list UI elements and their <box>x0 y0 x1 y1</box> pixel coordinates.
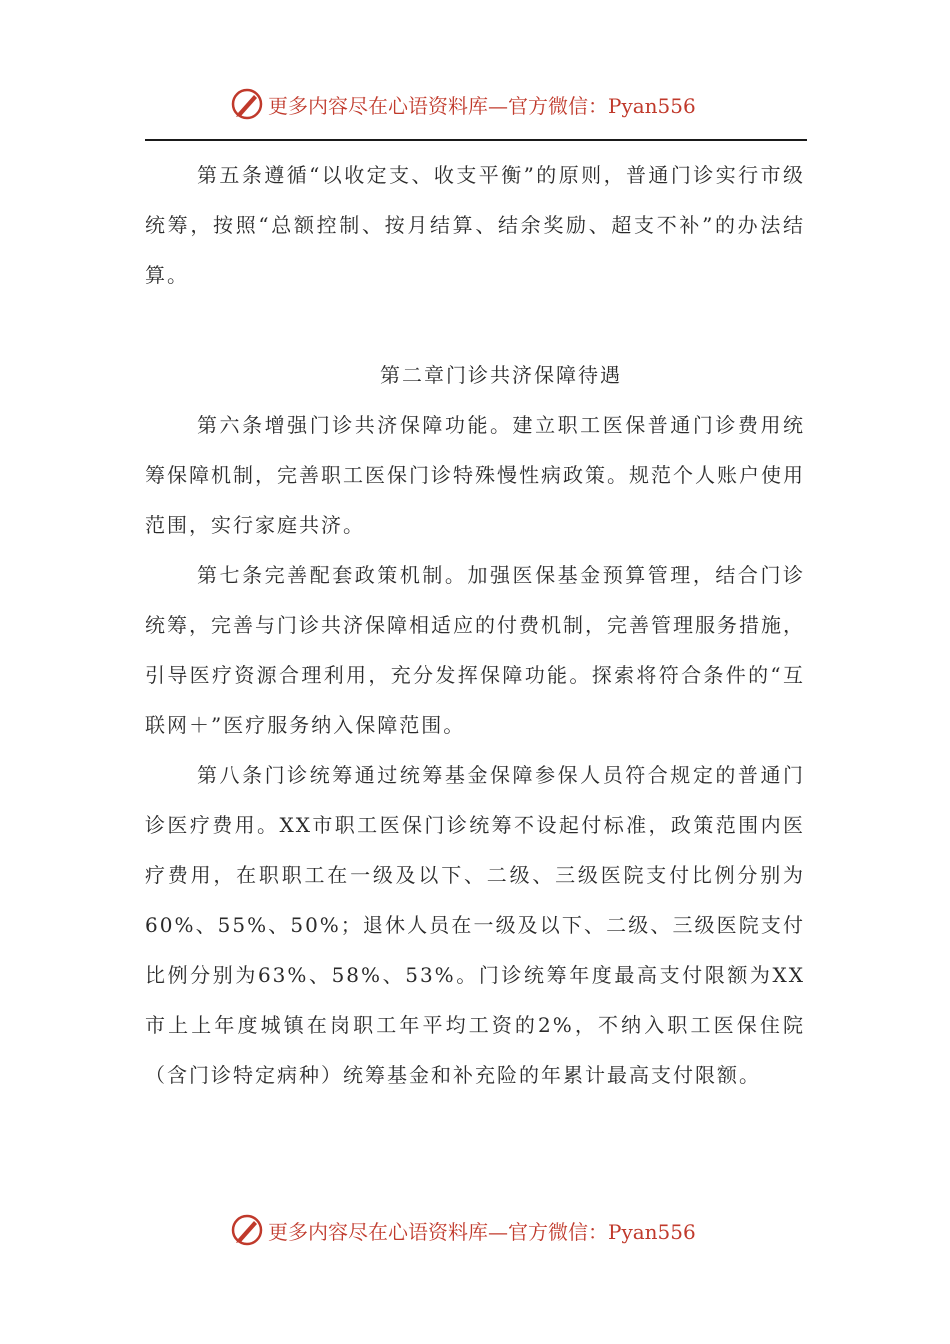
document-body <box>145 150 805 1100</box>
banner-text: 更多内容尽在心语资料库—官方微信：Pyan556 <box>268 1219 696 1244</box>
pen-logo-icon <box>230 1213 264 1247</box>
header-banner <box>230 84 696 124</box>
article-8: 第八条门诊统筹通过统筹基金保障参保人员符合规定的普通门诊医疗费用。XX市职工医保门诊统筹不设起付标准，政策范围内医疗费用，在职职工在一级及以下、二级、三级医院支付比例分别为60%、55%、50%；退休人员在一级及以下、二级、三级医院支付比例分别为63%、58%、53%。门诊统筹年度最高支付限额为XX市上上年度城镇在岗职工年平均工资的2%，不纳入职工医保住院（含门诊特定病种）统筹基金和补充险的年累计最高支付限额。 <box>145 763 805 1087</box>
header-divider <box>145 139 807 141</box>
blank-line <box>145 300 805 350</box>
article-5: 第五条遵循“以收定支、收支平衡”的原则，普通门诊实行市级统筹，按照“总额控制、按月结算、结余奖励、超支不补”的办法结算。 <box>145 163 805 287</box>
article-6: 第六条增强门诊共济保障功能。建立职工医保普通门诊费用统筹保障机制，完善职工医保门诊特殊慢性病政策。规范个人账户使用范围，实行家庭共济。 <box>145 413 805 537</box>
chapter-heading: 第二章门诊共济保障待遇 <box>380 363 622 387</box>
banner-text: 更多内容尽在心语资料库—官方微信：Pyan556 <box>268 93 696 118</box>
article-7: 第七条完善配套政策机制。加强医保基金预算管理，结合门诊统筹，完善与门诊共济保障相适应的付费机制，完善管理服务措施，引导医疗资源合理利用，充分发挥保障功能。探索将符合条件的“互联网＋”医疗服务纳入保障范围。 <box>145 563 805 737</box>
footer-banner <box>230 1210 696 1250</box>
pen-logo-icon <box>230 87 264 121</box>
